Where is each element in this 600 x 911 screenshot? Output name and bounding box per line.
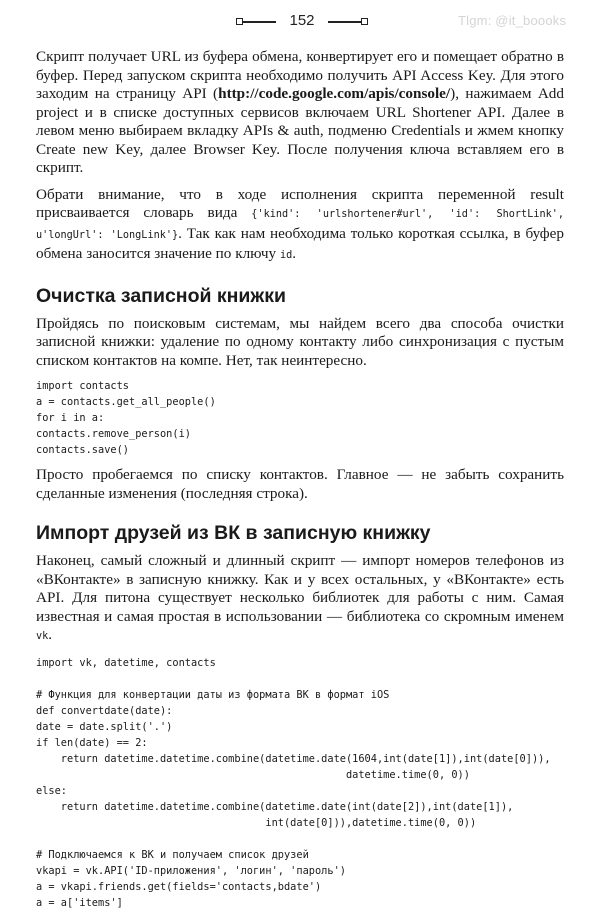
- vk-library-code: vk: [36, 631, 49, 642]
- code-comment-line: # Подключаемся к ВК и получаем список друзей: [36, 848, 309, 861]
- code-blank-line: [36, 671, 564, 687]
- header-ornament-left-line: [243, 21, 276, 23]
- section2-text-b: .: [48, 626, 53, 643]
- intro-p2-text-c: .: [292, 245, 297, 262]
- code-block-clear-contacts: [36, 378, 564, 458]
- intro-paragraph-1: [36, 48, 564, 178]
- code-line: import contacts: [36, 380, 129, 392]
- section1-after-paragraph: Просто пробегаемся по списку контактов. Главное — не забыть сохранить сделанные изменения (последняя строка).: [36, 466, 564, 502]
- id-key-code: id: [279, 250, 293, 261]
- api-console-url: http://code.google.com/apis/console/: [218, 85, 451, 102]
- code-blank-line: [36, 831, 564, 847]
- code-line: contacts.remove_person(i): [36, 428, 191, 440]
- section-title-clear-contacts: Очистка записной книжки: [36, 284, 286, 307]
- intro-p2-text-a: Обрати внимание, что в ходе исполнения скрипта переменной result присваивается словарь вида: [36, 185, 564, 221]
- intro-p1-text-a: Скрипт получает URL из буфера обмена, конвертирует его и помещает обратно в буфер. Перед запуском скрипта необходимо получить API Access Key. Для этого заходим на страницу API (: [36, 48, 564, 102]
- code-line: date = date.split('.'): [36, 720, 173, 733]
- header-ornament-right-square: [361, 18, 368, 25]
- intro-p2-text-b: . Так как нам необходима только короткая ссылка, в буфер обмена заносится значение по ключу: [36, 224, 564, 262]
- code-block-vk-import: [36, 655, 564, 911]
- code-line: return datetime.datetime.combine(datetime.date(int(date[2]),int(date[1]),: [36, 800, 514, 813]
- code-line: datetime.time(0, 0)): [36, 768, 470, 781]
- page-number: 152: [289, 12, 315, 29]
- section2-paragraph: [36, 552, 564, 647]
- code-line: import vk, datetime, contacts: [36, 656, 216, 669]
- code-comment-line: # Функция для конвертации даты из формата ВК в формат iOS: [36, 688, 390, 701]
- code-line: def convertdate(date):: [36, 704, 173, 717]
- section2-text-a: Наконец, самый сложный и длинный скрипт — импорт номеров телефонов из «ВКонтакте» в записную книжку. Как и у всех остальных, у «ВКонтакте» есть API. Для питона существует несколько библиотек для работы с ним. Самая известная и самая простая в использовании — библиотека со скромным именем: [36, 552, 564, 625]
- code-line: if len(date) == 2:: [36, 736, 148, 749]
- code-line: a = contacts.get_all_people(): [36, 396, 216, 408]
- code-line: int(date[0])),datetime.time(0, 0)): [36, 816, 477, 829]
- code-line: else:: [36, 784, 67, 797]
- code-line: for i in a:: [36, 412, 105, 424]
- header-ornament-right-line: [328, 21, 361, 23]
- header-ornament-left-square: [236, 18, 243, 25]
- intro-p1-text-b: ), нажимаем Add project и в списке доступных сервисов включаем URL Shortener API. Далее в левом меню выбираем вкладку APIs & auth, подменю Credentials и жмем кнопку Create new Key, далее Browser Key. После получения ключа вставляем его в скрипт.: [36, 85, 564, 176]
- code-line: vkapi = vk.API('ID-приложения', 'логин', 'пароль'): [36, 864, 346, 877]
- page-content: [36, 48, 564, 911]
- code-line: return datetime.datetime.combine(datetime.date(1604,int(date[1]),int(date[0])),: [36, 752, 551, 765]
- result-dict-code: {'kind': 'urlshortener#url', 'id': ShortLink', u'longUrl': 'LongLink'}: [36, 209, 564, 241]
- intro-paragraph-2: [36, 186, 564, 266]
- watermark: Tlgm: @it_boooks: [458, 13, 567, 28]
- section-title-vk-import: Импорт друзей из ВК в записную книжку: [36, 522, 431, 544]
- code-line: contacts.save(): [36, 444, 129, 456]
- code-line: a = vkapi.friends.get(fields='contacts,bdate'): [36, 880, 322, 893]
- code-line: a = a['items']: [36, 896, 123, 909]
- page-header: [0, 10, 600, 34]
- section1-paragraph: Пройдясь по поисковым системам, мы найдем всего два способа очистки записной книжки: удаление по одному контакту либо синхронизация с пустым списком контактов на компе. Нет, так неинтересно.: [36, 314, 564, 369]
